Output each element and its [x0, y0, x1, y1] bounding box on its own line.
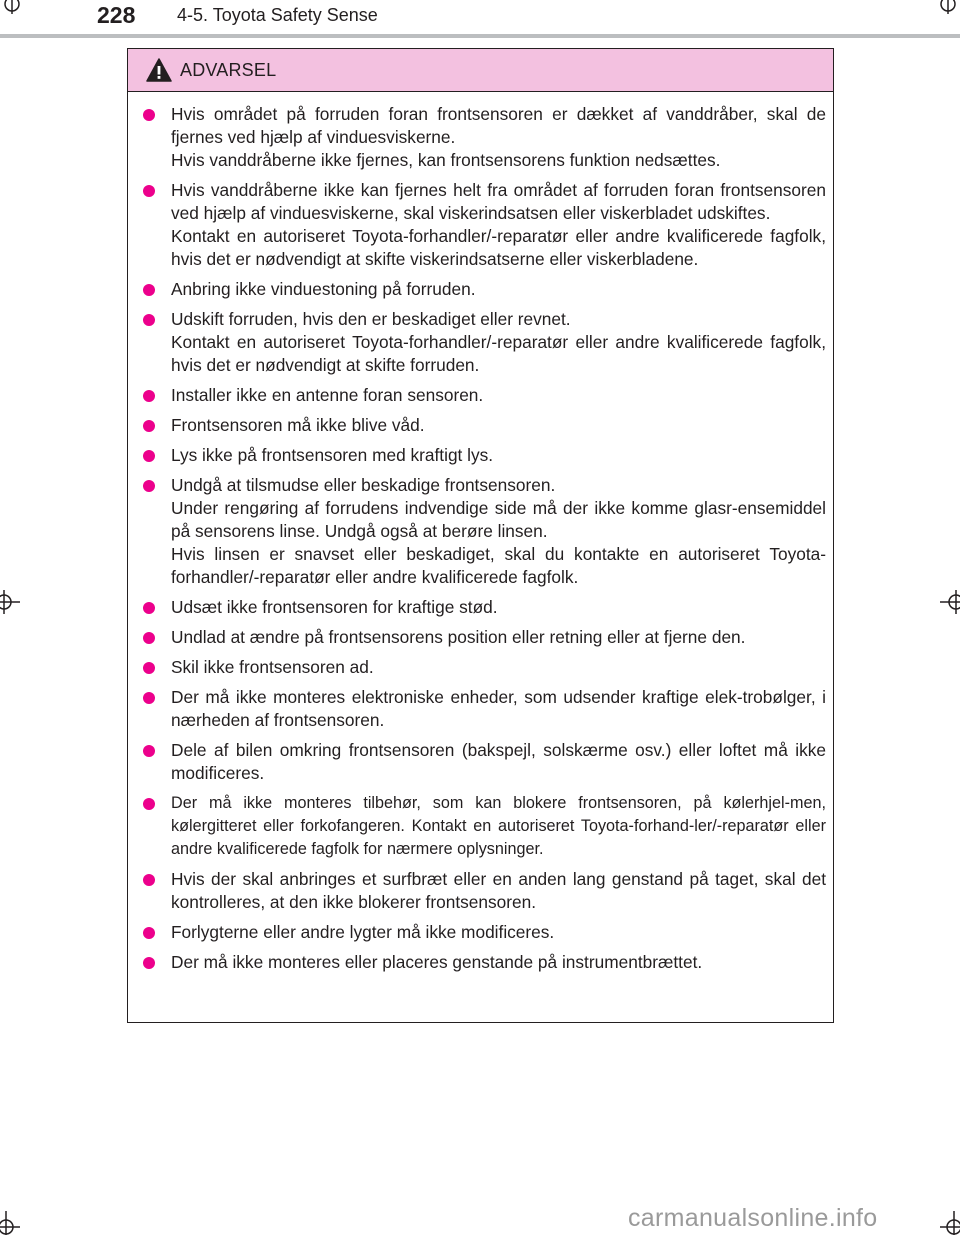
warning-item-text: Hvis vanddråberne ikke fjernes, kan frontsensorens funktion nedsættes.: [171, 150, 721, 170]
crop-mark-bottom-left-icon: [0, 1205, 24, 1235]
warning-item: [143, 686, 826, 732]
warning-triangle-icon: [146, 58, 172, 82]
crop-mark-right-icon: [940, 590, 960, 614]
bullet-icon: [143, 957, 155, 969]
page-number: 228: [97, 2, 136, 28]
warning-item: [143, 384, 826, 407]
warning-item-text: Dele af bilen omkring frontsensoren (bakspejl, solskærme osv.) eller loftet må ikke modificeres.: [171, 740, 826, 783]
warning-item: [143, 951, 826, 974]
warning-item-text: Udskift forruden, hvis den er beskadiget eller revnet.: [171, 309, 571, 329]
warning-item: [143, 792, 826, 861]
warning-item: [143, 626, 826, 649]
warning-item-text: Installer ikke en antenne foran sensoren.: [171, 385, 484, 405]
warning-item: [143, 179, 826, 271]
bullet-icon: [143, 602, 155, 614]
warning-item: [143, 921, 826, 944]
bullet-icon: [143, 692, 155, 704]
bullet-icon: [143, 109, 155, 121]
warning-item-text: Kontakt en autoriseret Toyota-forhandler/-reparatør eller andre kvalificerede fagfolk, hvis det er nødvendigt at skifte forruden.: [171, 332, 826, 375]
warning-item-text: Skil ikke frontsensoren ad.: [171, 657, 374, 677]
warning-item: [143, 656, 826, 679]
bullet-icon: [143, 314, 155, 326]
warning-item: [143, 278, 826, 301]
bullet-icon: [143, 745, 155, 757]
watermark[interactable]: carmanualsonline.info: [628, 1204, 878, 1232]
header-rule: [0, 34, 960, 38]
bullet-icon: [143, 874, 155, 886]
warning-item-text: Hvis vanddråberne ikke kan fjernes helt fra området af forruden foran frontsensoren ved hjælp af vinduesviskerne, skal viskerindsatsen eller viskerbladet udskiftes.: [171, 180, 826, 223]
bullet-icon: [143, 662, 155, 674]
crop-mark-left-icon: [0, 590, 20, 614]
warning-item: [143, 474, 826, 589]
warning-box: [127, 48, 834, 1023]
warning-item-text: Hvis der skal anbringes et surfbræt eller en anden lang genstand på taget, skal det kontrolleres, at den ikke blokerer frontsensoren.: [171, 869, 826, 912]
warning-item: [143, 739, 826, 785]
warning-item: [143, 414, 826, 437]
warning-item-text: Frontsensoren må ikke blive våd.: [171, 415, 425, 435]
bullet-icon: [143, 390, 155, 402]
warning-title: ADVARSEL: [180, 59, 277, 80]
crop-mark-top-left-icon: [0, 0, 24, 20]
warning-item-text: Undlad at ændre på frontsensorens position eller retning eller at fjerne den.: [171, 627, 746, 647]
bullet-icon: [143, 185, 155, 197]
bullet-icon: [143, 927, 155, 939]
warning-item: [143, 868, 826, 914]
warning-list: [128, 92, 833, 974]
warning-item-text: Under rengøring af forrudens indvendige side må der ikke komme glasr-ensemiddel på sensorens linse. Undgå også at berøre linsen.: [171, 498, 826, 541]
warning-item-text: Hvis området på forruden foran frontsensoren er dækket af vanddråber, skal de fjernes ved hjælp af vinduesviskerne.: [171, 104, 826, 147]
warning-item: [143, 444, 826, 467]
warning-item-text: Anbring ikke vinduestoning på forruden.: [171, 279, 476, 299]
warning-item-text: Der må ikke monteres tilbehør, som kan blokere frontsensoren, på kølerhjel-men, kølergitteret eller forkofangeren. Kontakt en autoriseret Toyota-forhand-ler/-reparatør eller andre kvalificerede fagfolk for nærmere oplysninger.: [171, 794, 826, 858]
warning-item: [143, 596, 826, 619]
warning-item-text: Udsæt ikke frontsensoren for kraftige stød.: [171, 597, 498, 617]
warning-item-text: Lys ikke på frontsensoren med kraftigt lys.: [171, 445, 494, 465]
warning-item-text: Undgå at tilsmudse eller beskadige frontsensoren.: [171, 475, 556, 495]
bullet-icon: [143, 284, 155, 296]
warning-item-text: Der må ikke monteres eller placeres genstande på instrumentbrættet.: [171, 952, 703, 972]
section-title: 4-5. Toyota Safety Sense: [177, 5, 378, 25]
bullet-icon: [143, 450, 155, 462]
warning-item-text: Kontakt en autoriseret Toyota-forhandler/-reparatør eller andre kvalificerede fagfolk, hvis det er nødvendigt at skifte viskerindsatserne eller viskerbladene.: [171, 226, 826, 269]
warning-header: [128, 49, 833, 92]
warning-item-text: Der må ikke monteres elektroniske enheder, som udsender kraftige elek-trobølger, i nærheden af frontsensoren.: [171, 687, 826, 730]
crop-mark-top-right-icon: [936, 0, 960, 20]
crop-mark-bottom-right-icon: [936, 1205, 960, 1235]
bullet-icon: [143, 480, 155, 492]
warning-item-text: Hvis linsen er snavset eller beskadiget, skal du kontakte en autoriseret Toyota-forhandler/-reparatør eller andre kvalificerede fagfolk.: [171, 544, 826, 587]
warning-item: [143, 103, 826, 172]
bullet-icon: [143, 420, 155, 432]
warning-item: [143, 308, 826, 377]
warning-item-text: Forlygterne eller andre lygter må ikke modificeres.: [171, 922, 555, 942]
bullet-icon: [143, 632, 155, 644]
bullet-icon: [143, 798, 155, 810]
